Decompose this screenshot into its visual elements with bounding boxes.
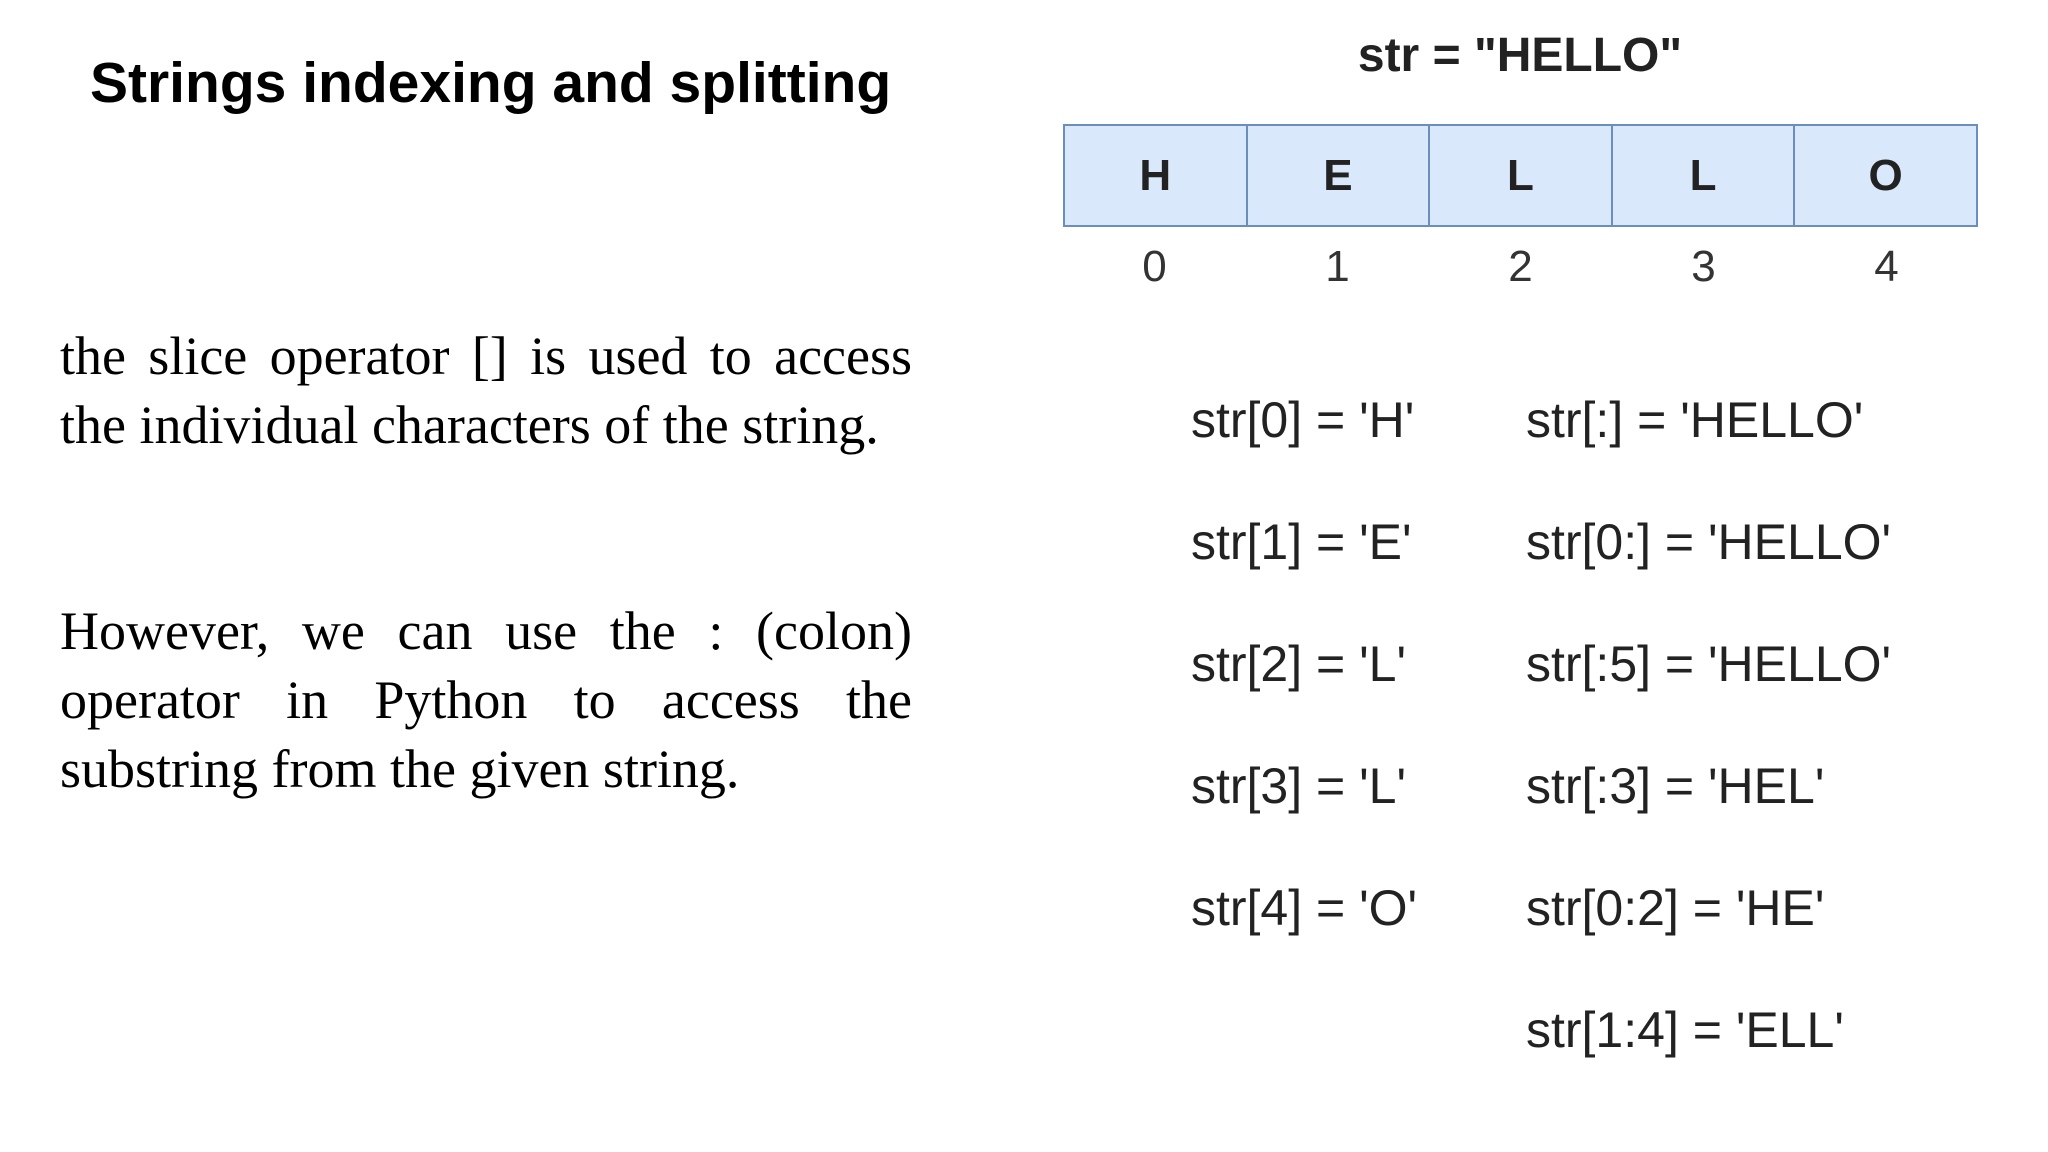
slice-example: str[0:] = 'HELLO': [1526, 514, 1892, 570]
slice-example: str[0:2] = 'HE': [1526, 880, 1825, 936]
index-examples-column: [1191, 392, 1417, 1002]
slice-example: str[1:4] = 'ELL': [1526, 1002, 1844, 1058]
index-example: str[2] = 'L': [1191, 636, 1407, 692]
index-label-4: 4: [1874, 242, 1899, 291]
string-assignment-label: str = "HELLO": [1357, 29, 1683, 82]
paragraph-colon-operator: However, we can use the : (colon) operator in Python to access the substring from the given string.: [60, 601, 912, 799]
character-cells-row: [1063, 124, 1978, 227]
slice-example: str[:3] = 'HEL': [1526, 758, 1825, 814]
slice-example: str[:5] = 'HELLO': [1526, 636, 1892, 692]
slide-title: Strings indexing and splitting: [90, 51, 892, 115]
string-index-diagram: [1060, 20, 1980, 1080]
char-cell-4: O: [1868, 150, 1903, 200]
char-cell-2: L: [1430, 126, 1613, 225]
index-example: str[3] = 'L': [1191, 758, 1407, 814]
paragraph-slice-operator: the slice operator [] is used to access the individual characters of the string.: [60, 326, 912, 455]
index-example: str[4] = 'O': [1191, 880, 1418, 936]
char-cell-1: E: [1248, 126, 1431, 225]
char-cell-3: L: [1613, 126, 1796, 225]
index-label-1: 1: [1325, 242, 1350, 291]
char-cell-0: H: [1065, 126, 1248, 225]
index-label-0: 0: [1142, 242, 1167, 291]
index-example: str[1] = 'E': [1191, 514, 1412, 570]
index-example: str[0] = 'H': [1191, 392, 1415, 448]
slice-example: str[:] = 'HELLO': [1526, 392, 1864, 448]
slice-examples-column: [1526, 392, 1891, 1124]
index-label-3: 3: [1691, 242, 1716, 291]
index-label-2: 2: [1508, 242, 1533, 291]
index-labels-row: [1063, 242, 1978, 292]
